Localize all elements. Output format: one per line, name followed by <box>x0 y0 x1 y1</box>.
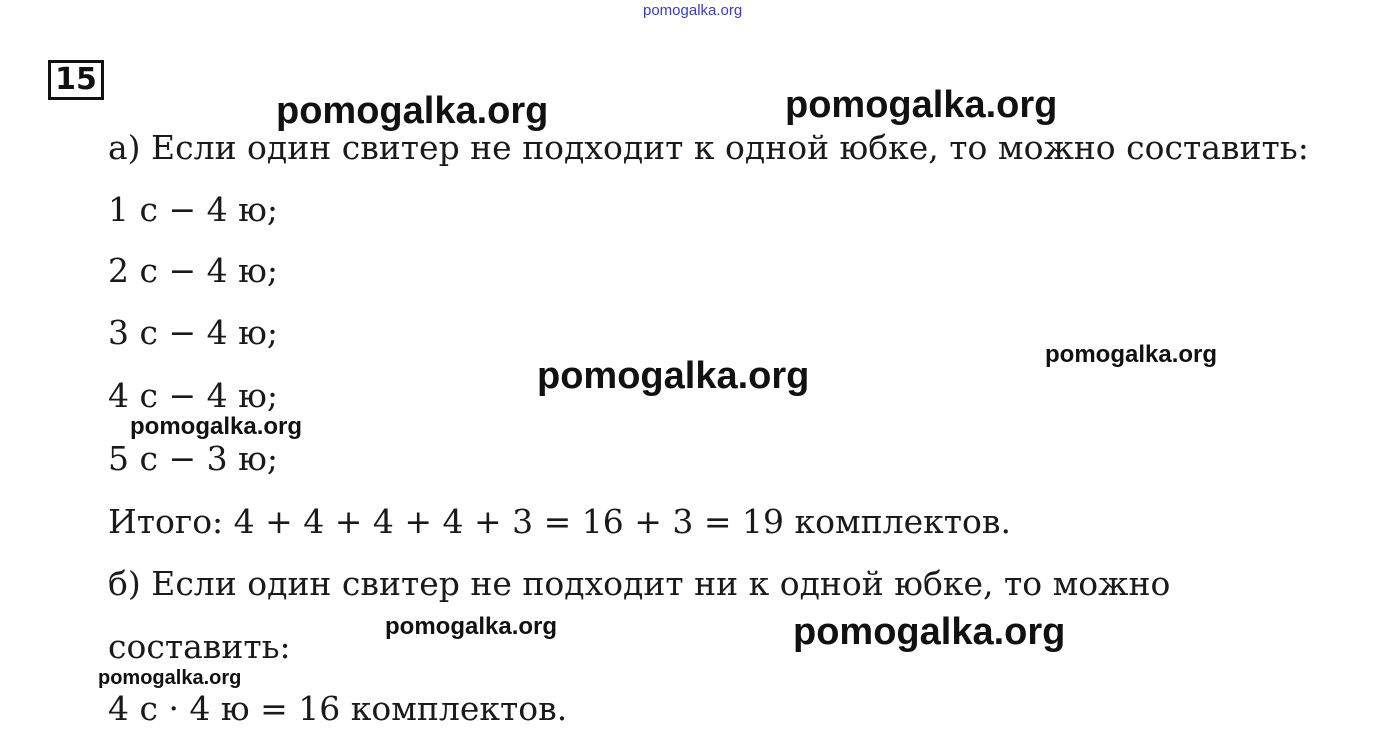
combination-line-4: 4 с − 4 ю; <box>108 376 278 415</box>
watermark: pomogalka.org <box>130 413 303 440</box>
combination-line-2: 2 с − 4 ю; <box>108 251 278 290</box>
part-b-intro: б) Если один свитер не подходит ни к одной юбке, то можно <box>108 564 1171 603</box>
watermark: pomogalka.org <box>793 611 1066 653</box>
part-b-result: 4 с · 4 ю = 16 комплектов. <box>108 689 568 728</box>
combination-line-3: 3 с − 4 ю; <box>108 313 278 352</box>
watermark: pomogalka.org <box>98 667 242 689</box>
part-b-intro-continued: составить: <box>108 627 291 666</box>
exercise-number-box: 15 <box>48 60 104 100</box>
watermark: pomogalka.org <box>785 84 1058 126</box>
watermark: pomogalka.org <box>537 355 810 397</box>
combination-line-1: 1 с − 4 ю; <box>108 190 278 229</box>
watermark: pomogalka.org <box>276 90 549 132</box>
part-a-total: Итого: 4 + 4 + 4 + 4 + 3 = 16 + 3 = 19 комплектов. <box>108 502 1011 541</box>
watermark: pomogalka.org <box>385 613 558 640</box>
combination-line-5: 5 с − 3 ю; <box>108 439 278 478</box>
part-a-intro: а) Если один свитер не подходит к одной юбке, то можно составить: <box>108 128 1309 167</box>
watermark-top: pomogalka.org <box>643 2 743 19</box>
watermark: pomogalka.org <box>1045 341 1218 368</box>
